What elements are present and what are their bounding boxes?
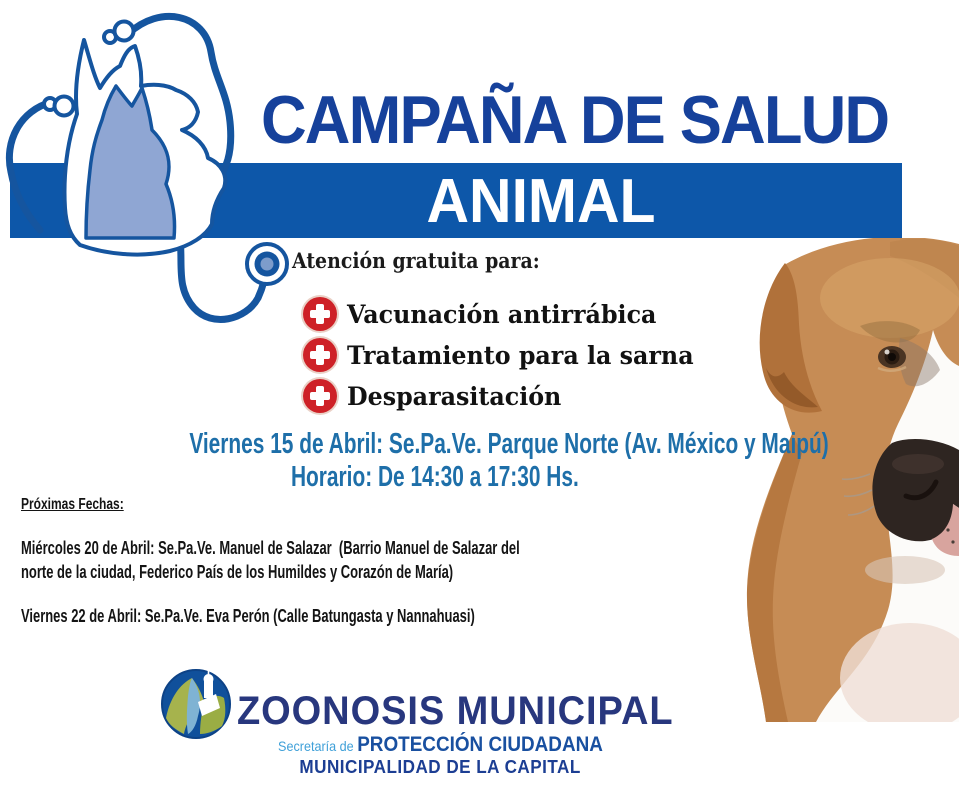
secretariat-line: [160, 733, 720, 757]
upcoming-heading: Próximas Fechas:: [21, 496, 124, 513]
secretariat-prefix: Secretaría de: [277, 738, 357, 754]
service-item: [303, 378, 573, 414]
upcoming-entry: [21, 536, 619, 584]
stethoscope-chestpiece: [247, 244, 287, 284]
page-title-banner-word: ANIMAL: [426, 166, 656, 236]
upcoming-entry-line: Miércoles 20 de Abril: Se.Pa.Ve. Manuel de Salazar (Barrio Manuel de Salazar del: [21, 538, 520, 558]
municipality-name: MUNICIPALIDAD DE LA CAPITAL: [299, 757, 581, 777]
upcoming-entry: [21, 604, 619, 628]
secretariat-name: PROTECCIÓN CIUDADANA: [356, 733, 603, 756]
cat-dog-stethoscope-logo: [0, 0, 300, 340]
service-item: [303, 296, 673, 332]
service-item-label: Vacunación antirrábica: [347, 299, 657, 329]
upcoming-entry-line: Viernes 22 de Abril: Se.Pa.Ve. Eva Perón (Calle Batungasta y Nannahuasi): [21, 606, 475, 626]
upcoming-entry-line: norte de la ciudad, Federico País de los Humildes y Corazón de María): [21, 562, 454, 582]
event-schedule: Horario: De 14:30 a 17:30 Hs.: [291, 461, 579, 493]
municipality-mountains-church-logo: [160, 668, 232, 740]
event-date-location: Viernes 15 de Abril: Se.Pa.Ve. Parque Norte (Av. México y Maipú): [189, 428, 829, 460]
service-item: [303, 337, 712, 373]
red-cross-medical-icon: [303, 338, 337, 372]
intro-label: Atención gratuita para:: [292, 248, 540, 273]
red-cross-medical-icon: [303, 379, 337, 413]
service-item-label: Desparasitación: [347, 381, 562, 411]
page-title: CAMPAÑA DE SALUD: [261, 82, 889, 158]
organization-name: ZOONOSIS MUNICIPAL: [237, 689, 674, 733]
event-info: [65, 428, 829, 494]
service-item-label: Tratamiento para la sarna: [347, 340, 694, 370]
red-cross-medical-icon: [303, 297, 337, 331]
